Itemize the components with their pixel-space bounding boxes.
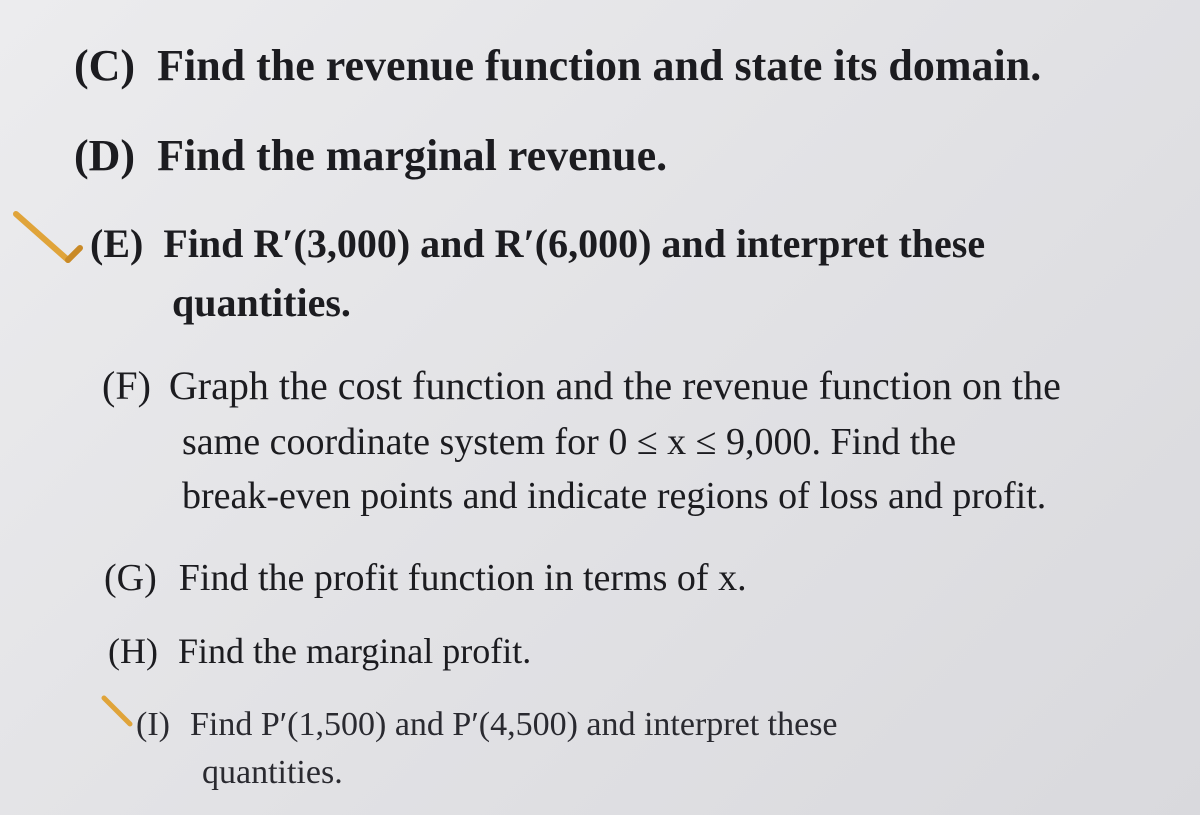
item-text: Find R′(3,000) and R′(6,000) and interpret these	[163, 221, 986, 266]
item-label: (C)	[74, 41, 136, 90]
item-text: Graph the cost function and the revenue function on the	[168, 363, 1061, 408]
pencil-checkmark-icon	[100, 692, 140, 732]
exercise-item-d	[74, 130, 667, 181]
pencil-checkmark-icon	[10, 204, 90, 274]
item-label: (D)	[74, 131, 136, 180]
item-text: Find the profit function in terms of x.	[178, 557, 747, 599]
item-text: Find the marginal revenue.	[157, 131, 668, 180]
item-text: Find P′(1,500) and P′(4,500) and interpret these	[189, 706, 838, 743]
exercise-item-g	[104, 556, 747, 600]
item-label: (F)	[102, 363, 151, 408]
item-text-continuation: quantities.	[172, 280, 351, 325]
exercise-item-e	[90, 220, 985, 267]
exercise-item-c	[74, 40, 1041, 91]
item-label: (E)	[90, 221, 144, 266]
exercise-item-i	[136, 706, 838, 744]
item-label: (H)	[108, 631, 158, 671]
item-label: (G)	[104, 557, 157, 599]
item-text-continuation: break-even points and indicate regions of loss and profit.	[182, 475, 1047, 517]
item-text-continuation: same coordinate system for 0 ≤ x ≤ 9,000. Find the	[182, 421, 957, 463]
exercise-item-f	[102, 362, 1061, 409]
item-text-continuation: quantities.	[202, 754, 343, 791]
item-label: (I)	[136, 706, 170, 743]
item-text: Find the marginal profit.	[177, 631, 532, 671]
item-text: Find the revenue function and state its domain.	[157, 41, 1042, 90]
exercise-item-h	[108, 630, 531, 672]
